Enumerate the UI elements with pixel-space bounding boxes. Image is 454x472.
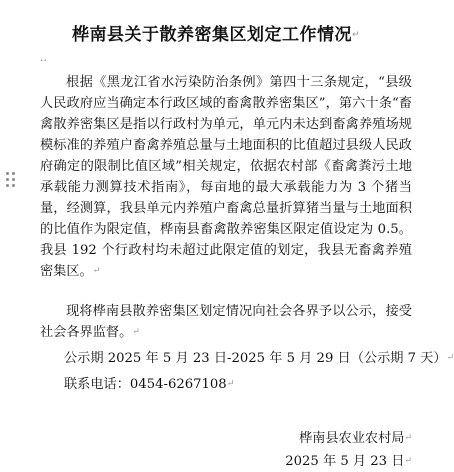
paragraph-mark-icon: ↵ xyxy=(92,266,101,276)
title-text: 桦南县关于散养密集区划定工作情况 xyxy=(71,25,352,45)
contact-phone xyxy=(64,374,234,395)
contact-phone-text: 联系电话：0454-6267108 xyxy=(64,377,227,392)
paragraph-regulation-text: 根据《黑龙江省水污染防治条例》第四十三条规定，“县级人民政府应当确定本行政区域的畜禽散养密集区”，第六十条“畜禽散养密集区是指以行政村为单元，单元内未达到畜禽养殖场规模标准的养殖户畜禽养殖总量与土地面积的比值超过县级人民政府确定的限制比值区域”相关规定，依据农村部《畜禽粪污土地承载能力测算技术指南》，每亩地的最大承载能力为 3 个猪当量，经测算，我县单元内养殖户畜禽总量折算猪当量与土地面积的比值作为限定值，桦南县畜禽散养密集区限定值设定为 0.5。我县 192 个行政村均未超过此限定值的划定，我县无畜禽养殖密集区。 xyxy=(40,75,412,279)
document-title xyxy=(0,20,432,45)
paragraph-mark-icon: ↵ xyxy=(404,433,412,443)
signature-org xyxy=(299,428,412,449)
paragraph-notice xyxy=(40,301,412,343)
publicity-period-text: 公示期 2025 年 5 月 23 日-2025 年 5 月 29 日（公示期 7 天） xyxy=(64,351,447,366)
paragraph-mark-icon: ↵ xyxy=(404,456,412,466)
paragraph-mark-icon: ↵ xyxy=(226,379,235,389)
signature-date-text: 2025 年 5 月 23 日 xyxy=(285,454,405,469)
signature-org-text: 桦南县农业农村局 xyxy=(298,431,405,446)
paragraph-mark-icon: ↵ xyxy=(132,327,140,337)
leading-marks: ·· xyxy=(40,54,47,67)
paragraph-regulation xyxy=(40,72,412,282)
paragraph-mark-icon: ↵ xyxy=(351,30,361,40)
paragraph-mark-icon: ↵ xyxy=(446,353,454,363)
drag-handle-icon[interactable] xyxy=(6,172,16,188)
signature-date xyxy=(285,451,412,472)
paragraph-notice-text: 现将桦南县散养密集区划定情况向社会各界予以公示，接受社会各界监督。 xyxy=(40,304,412,340)
publicity-period xyxy=(64,348,454,369)
